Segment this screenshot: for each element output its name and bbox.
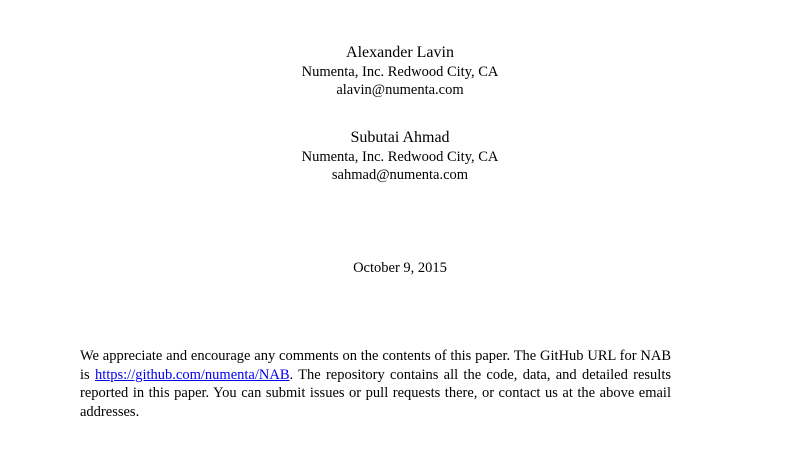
author-name: Subutai Ahmad [350, 129, 450, 146]
github-link[interactable]: https://github.com/numenta/NAB [94, 366, 290, 383]
note-text-before: We appreciate and encourage any comments on the contents of this paper. The GitHub URL for NAB is [80, 348, 671, 383]
publication-date: October 9, 2015 [353, 260, 447, 276]
author-email: alavin@numenta.com [336, 82, 464, 98]
author-email: sahmad@numenta.com [331, 167, 469, 183]
author-block-1 [0, 43, 800, 99]
author-affiliation: Numenta, Inc. Redwood City, CA [301, 64, 499, 80]
author-affiliation: Numenta, Inc. Redwood City, CA [301, 149, 499, 165]
author-block-2 [0, 128, 800, 184]
note-text-after: . The repository contains all the code, data, and detailed results reported in this paper. You can submit issues or pull requests there, or contact us at the above email addresses. [80, 366, 671, 421]
author-name: Alexander Lavin [346, 44, 454, 61]
comments-note [80, 347, 671, 422]
